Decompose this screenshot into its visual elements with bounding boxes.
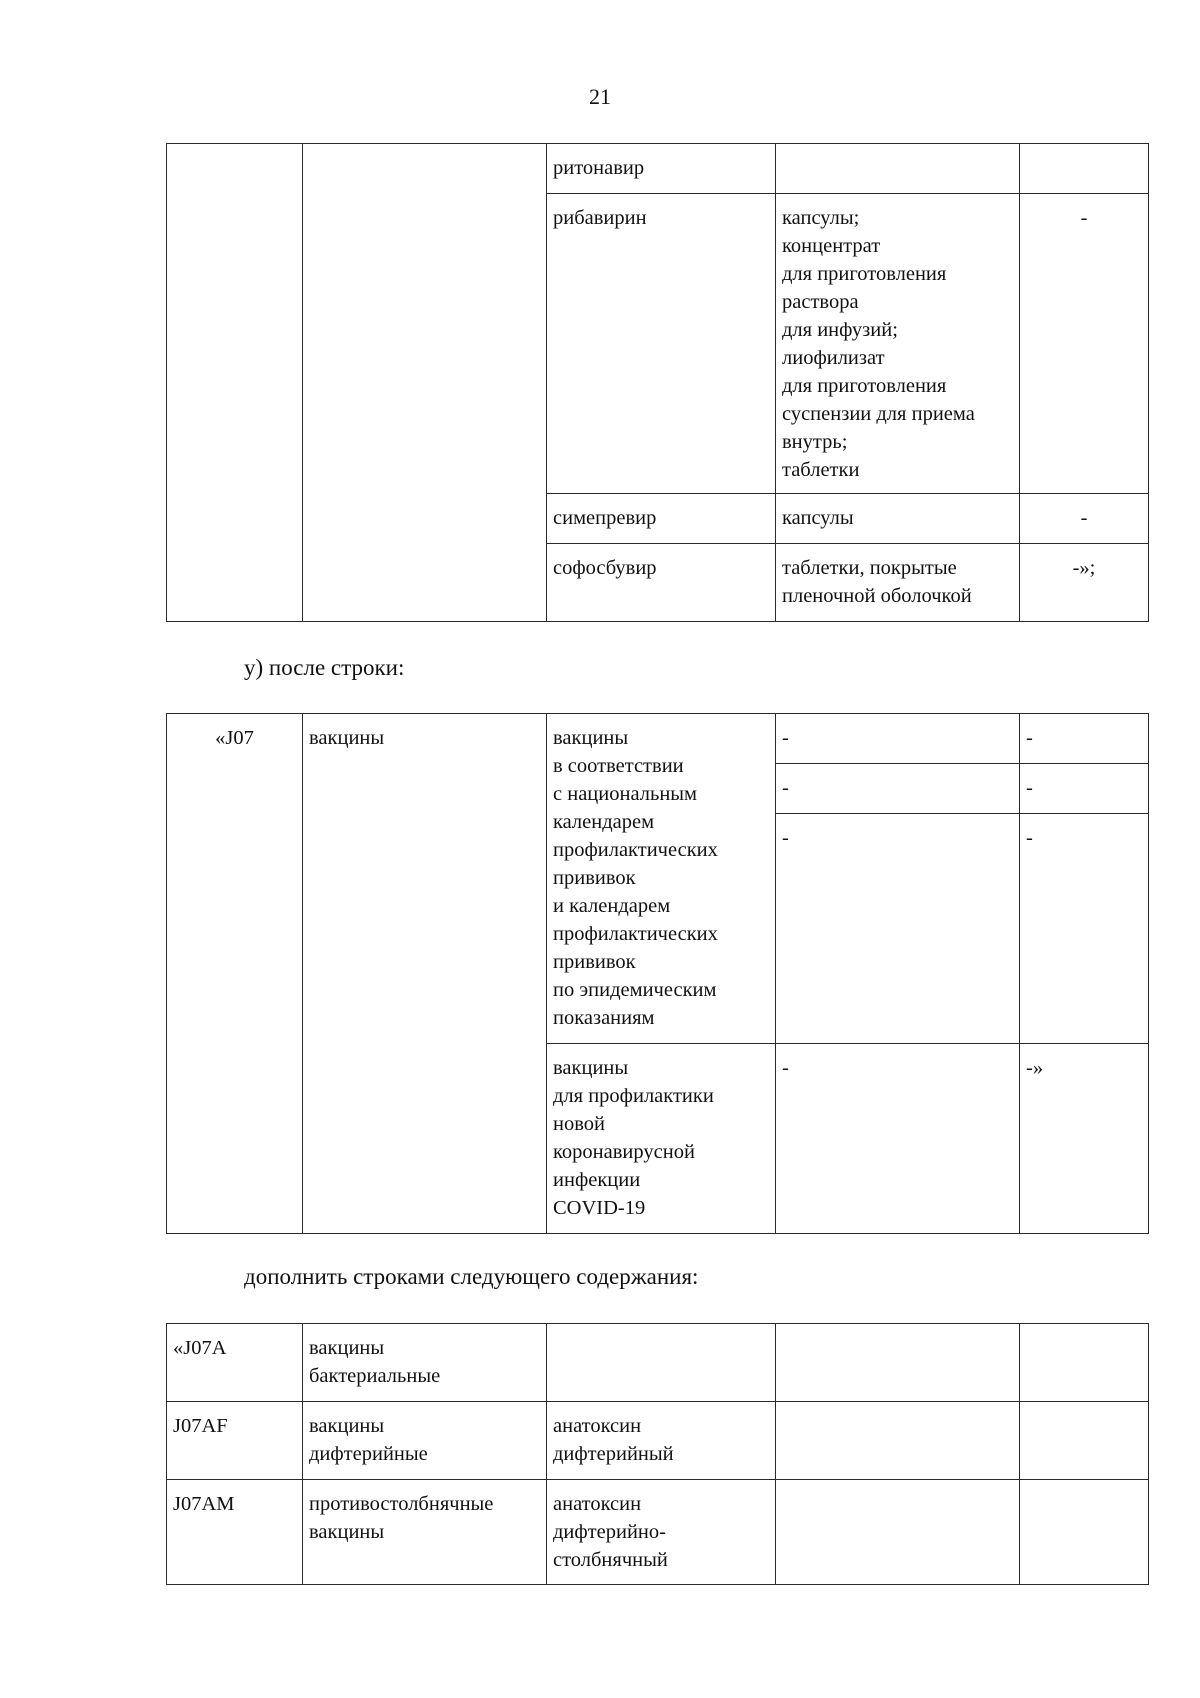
page-number: 21: [589, 84, 611, 109]
drug-name: ритонавир: [547, 144, 776, 194]
table-row: [167, 1480, 1149, 1585]
note-cell: [1020, 1402, 1149, 1480]
table-row: [167, 1324, 1149, 1402]
drug-table-continuation: [166, 143, 1149, 622]
dosage-form: -: [776, 1044, 1020, 1234]
note-cell: [1020, 1324, 1149, 1402]
dosage-form: [776, 1324, 1020, 1402]
vaccine-table: [166, 713, 1149, 1234]
note-cell: -: [1020, 764, 1149, 814]
dosage-form: [776, 1402, 1020, 1480]
drug-name: симепревир: [547, 494, 776, 544]
note-cell: [1020, 1480, 1149, 1585]
atc-code: J07AF: [167, 1402, 303, 1480]
dosage-form: -: [776, 714, 1020, 764]
dosage-form: капсулы: [776, 494, 1020, 544]
dosage-form: капсулы; концентрат для приготовления раствора для инфузий; лиофилизат для приготовления суспензии для приема внутрь; таблетки: [776, 194, 1020, 494]
table-row: [167, 1402, 1149, 1480]
atc-group: вакцины бактериальные: [303, 1324, 547, 1402]
note-cell: -»: [1020, 1044, 1149, 1234]
atc-code: «J07A: [167, 1324, 303, 1402]
note-cell: [1020, 144, 1149, 194]
drug-name: анатоксин дифтерийно- столбнячный: [547, 1480, 776, 1585]
note-cell: -: [1020, 714, 1149, 764]
dosage-form: -: [776, 764, 1020, 814]
vaccine-subgroup: вакцины в соответствии с национальным календарем профилактических прививок и календарем профилактических прививок по эпидемическим показаниям: [547, 714, 776, 1044]
atc-code: J07AM: [167, 1480, 303, 1585]
new-rows-table: [166, 1323, 1149, 1585]
note-cell: -: [1020, 814, 1149, 1044]
table-row: [167, 714, 1149, 764]
paragraph-add-rows: дополнить строками следующего содержания:: [244, 1264, 699, 1289]
drug-name: анатоксин дифтерийный: [547, 1402, 776, 1480]
atc-group: противостолбнячные вакцины: [303, 1480, 547, 1585]
group-cell: [303, 144, 547, 622]
atc-code: «J07: [167, 714, 303, 1234]
drug-name: [547, 1324, 776, 1402]
drug-name: софосбувир: [547, 544, 776, 622]
atc-group: вакцины: [303, 714, 547, 1234]
atc-group: вакцины дифтерийные: [303, 1402, 547, 1480]
paragraph-after-row: у) после строки:: [244, 655, 405, 680]
note-cell: -: [1020, 494, 1149, 544]
dosage-form: таблетки, покрытые пленочной оболочкой: [776, 544, 1020, 622]
dosage-form: [776, 144, 1020, 194]
dosage-form: [776, 1480, 1020, 1585]
dosage-form: -: [776, 814, 1020, 1044]
table-row: [167, 144, 1149, 194]
vaccine-subgroup: вакцины для профилактики новой коронавирусной инфекции COVID-19: [547, 1044, 776, 1234]
note-cell: -»;: [1020, 544, 1149, 622]
drug-name: рибавирин: [547, 194, 776, 494]
note-cell: -: [1020, 194, 1149, 494]
code-cell: [167, 144, 303, 622]
